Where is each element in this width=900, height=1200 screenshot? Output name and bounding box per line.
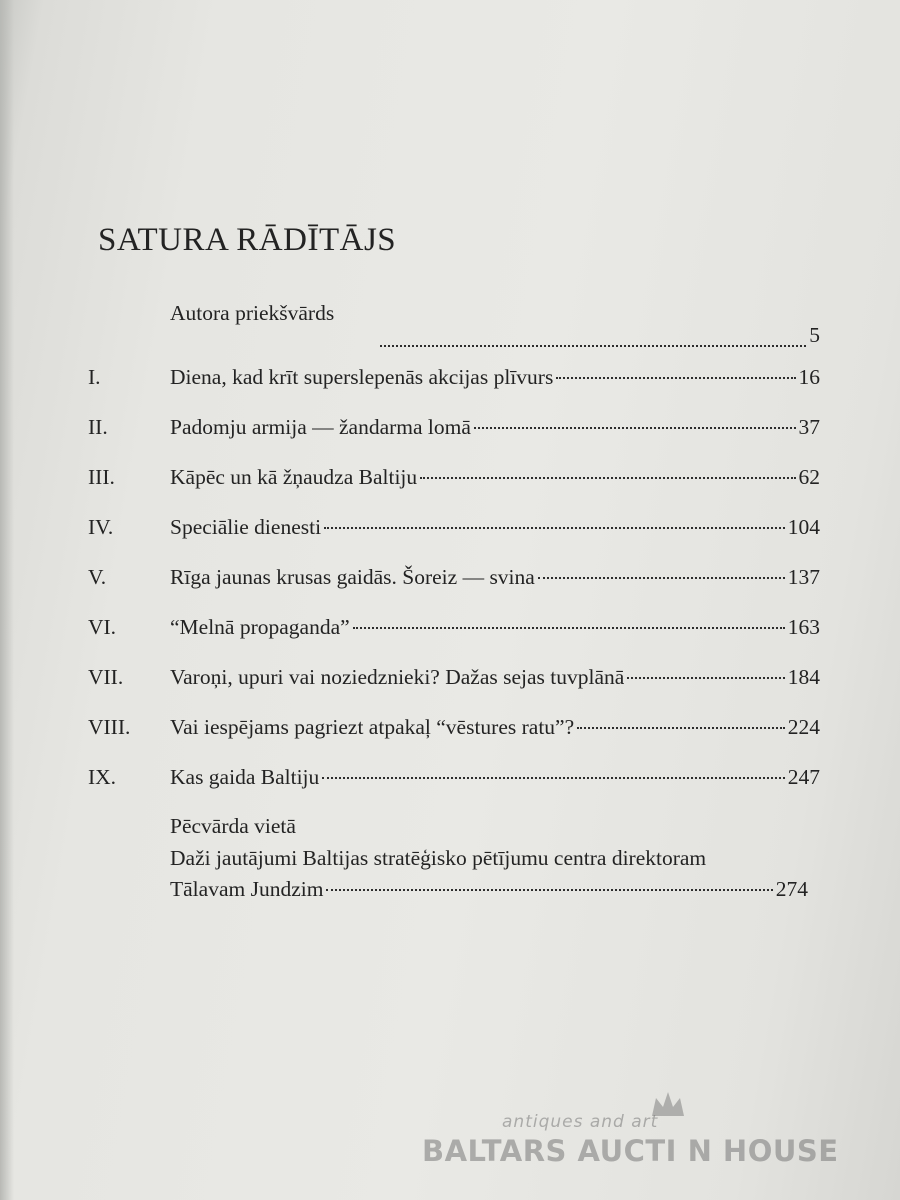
page-edge-shadow: [0, 0, 14, 1200]
toc-entry-number: IV.: [88, 515, 114, 539]
toc-entry-label: Speciālie dienesti: [170, 515, 322, 539]
toc-entry-chapter-9: [88, 760, 820, 794]
toc-entry-page: 5: [809, 323, 820, 347]
toc-entry-foreword: [88, 301, 820, 352]
dot-leader: [353, 627, 785, 629]
watermark-name: BALTARS AUCTI N HOUSE: [422, 1134, 839, 1168]
toc-entry-line: [170, 410, 820, 444]
toc-entry-line: [170, 872, 808, 906]
toc-entry-page: 16: [798, 365, 820, 389]
toc-entry-chapter-7: [88, 660, 820, 694]
toc-entry-line: [170, 460, 820, 494]
toc-entry-label: Diena, kad krīt superslepenās akcijas plīvurs: [170, 365, 554, 389]
toc-entry-line: [170, 760, 820, 794]
toc-title: SATURA RĀDĪTĀJS: [98, 222, 397, 259]
toc-entry-page: 137: [787, 565, 820, 589]
toc-entry-chapter-8: [88, 710, 820, 744]
toc-entry-label: Varoņi, upuri vai noziedznieki? Dažas sejas tuvplānā: [170, 665, 625, 689]
toc-entry-chapter-1: [88, 360, 820, 394]
afterword-subheading: Daži jautājumi Baltijas stratēģisko pētījumu centra direktoram: [170, 846, 707, 870]
toc-entry-chapter-6: [88, 610, 820, 644]
toc-entry-label: Vai iespējams pagriezt atpakaļ “vēstures ratu”?: [170, 715, 575, 739]
toc-entry-number: III.: [88, 465, 115, 489]
toc-entry-label: Padomju armija — žandarma lomā: [170, 415, 471, 439]
auction-house-watermark: [422, 1090, 839, 1170]
toc-entry-page: 184: [787, 665, 820, 689]
dot-leader: [322, 777, 784, 779]
toc-entry-number: I.: [88, 365, 101, 389]
toc-entry-line: [170, 660, 820, 694]
toc-entry-page: 274: [775, 877, 808, 901]
toc-entry-line: [170, 360, 820, 394]
toc-entry-line: [170, 301, 820, 352]
toc-entry-chapter-3: [88, 460, 820, 494]
toc-entry-line: [170, 710, 820, 744]
afterword-heading: Pēcvārda vietā: [170, 814, 296, 838]
toc-entry-label: Kas gaida Baltiju: [170, 765, 320, 789]
dot-leader: [326, 889, 772, 891]
toc-entry-label: Rīga jaunas krusas gaidās. Šoreiz — svina: [170, 565, 535, 589]
toc-entry-page: 62: [798, 465, 820, 489]
watermark-subtitle: antiques and art: [502, 1112, 659, 1132]
toc-entry-label: “Melnā propaganda”: [170, 615, 350, 639]
toc-entry-line: [170, 610, 820, 644]
toc-entry-label: Tālavam Jundzim: [170, 877, 324, 901]
toc-entry-number: V.: [88, 565, 107, 589]
dot-leader: [538, 577, 785, 579]
dot-leader: [324, 527, 785, 529]
toc-entry-chapter-4: [88, 510, 820, 544]
dot-leader: [556, 377, 795, 379]
toc-entry-page: 224: [787, 715, 820, 739]
toc-entry-number: VI.: [88, 615, 117, 639]
toc-entry-number: VIII.: [88, 715, 131, 739]
toc-entry-chapter-2: [88, 410, 820, 444]
toc-entry-page: 163: [787, 615, 820, 639]
toc-entry-page: 37: [798, 415, 820, 439]
toc-entry-line: [170, 560, 820, 594]
dot-leader: [627, 677, 784, 679]
toc-entry-chapter-5: [88, 560, 820, 594]
toc-entry-label: Kāpēc un kā žņaudza Baltiju: [170, 465, 418, 489]
toc-entry-page: 104: [787, 515, 820, 539]
toc-entry-number: IX.: [88, 765, 117, 789]
toc-entry-afterword: [88, 872, 808, 906]
toc-entry-label: Autora priekšvārds: [170, 301, 335, 325]
toc-entry-number: VII.: [88, 665, 124, 689]
toc-entry-number: II.: [88, 415, 108, 439]
dot-leader: [577, 727, 785, 729]
toc-entry-page: 247: [787, 765, 820, 789]
dot-leader: [420, 477, 795, 479]
dot-leader: [380, 345, 806, 347]
dot-leader: [474, 427, 796, 429]
toc-entry-line: [170, 510, 820, 544]
